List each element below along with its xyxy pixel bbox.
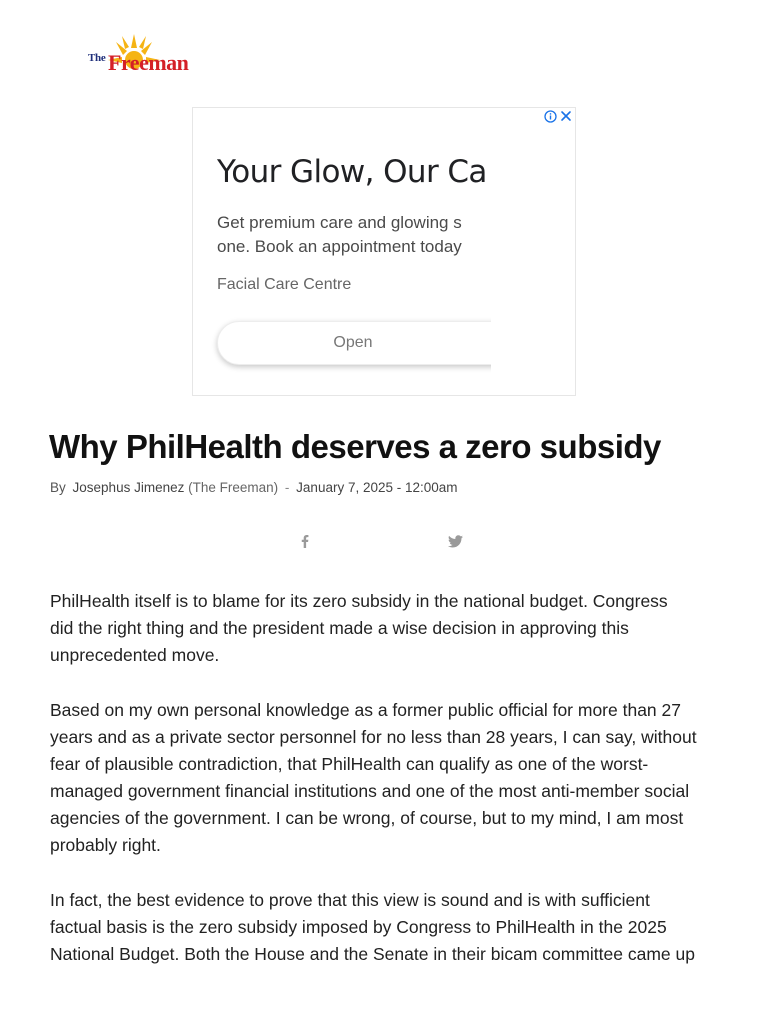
advertisement[interactable] xyxy=(192,107,576,396)
ad-advertiser: Facial Care Centre xyxy=(217,276,352,293)
article-title: Why PhilHealth deserves a zero subsidy xyxy=(49,428,661,465)
facebook-share-button[interactable] xyxy=(296,532,314,550)
byline-publication: (The Freeman) xyxy=(188,480,279,495)
paragraph-line: did the right thing and the president made a wise decision in approving this xyxy=(50,618,629,638)
byline-prefix: By xyxy=(50,480,66,495)
paragraph-line: Based on my own personal knowledge as a former public official for more than 27 xyxy=(50,700,681,720)
ad-description-line: Get premium care and glowing s xyxy=(217,213,462,232)
twitter-share-button[interactable] xyxy=(446,532,464,550)
paragraph-line: years and as a private sector personnel for no less than 28 years, I can say, without xyxy=(50,727,697,747)
paragraph-line: In fact, the best evidence to prove that this view is sound and is with sufficient xyxy=(50,890,650,910)
close-icon[interactable] xyxy=(559,109,573,123)
article-paragraph xyxy=(50,588,730,669)
ad-open-button[interactable]: Open xyxy=(217,321,491,365)
paragraph-line: National Budget. Both the House and the Senate in their bicam committee came up xyxy=(50,944,695,964)
logo-name-text: Freeman xyxy=(108,50,189,75)
paragraph-line: factual basis is the zero subsidy imposed by Congress to PhilHealth in the 2025 xyxy=(50,917,667,937)
ad-description xyxy=(217,211,491,259)
ad-headline[interactable]: Your Glow, Our Ca xyxy=(217,154,487,190)
byline-date: January 7, 2025 - 12:00am xyxy=(296,480,458,495)
ad-content[interactable] xyxy=(193,108,491,395)
the-freeman-logo[interactable] xyxy=(88,34,204,78)
twitter-icon xyxy=(448,535,463,548)
logo-the-text: The xyxy=(88,52,106,64)
paragraph-line: managed government financial institutions and one of the most anti-member social xyxy=(50,781,690,801)
paragraph-line: unprecedented move. xyxy=(50,645,220,665)
article-paragraph xyxy=(50,887,730,968)
ad-controls xyxy=(543,109,573,123)
article-byline xyxy=(50,480,458,495)
facebook-icon xyxy=(301,535,309,548)
adchoices-info-icon[interactable] xyxy=(543,109,557,123)
paragraph-line: agencies of the government. I can be wrong, of course, but to my mind, I am most xyxy=(50,808,684,828)
paragraph-line: fear of plausible contradiction, that PhilHealth can qualify as one of the worst- xyxy=(50,754,649,774)
article-body xyxy=(50,588,730,996)
byline-separator: - xyxy=(284,480,290,495)
paragraph-line: probably right. xyxy=(50,835,161,855)
article-paragraph xyxy=(50,697,730,859)
ad-description-line: one. Book an appointment today xyxy=(217,237,462,256)
byline-author-link[interactable]: Josephus Jimenez xyxy=(72,480,185,495)
paragraph-line: PhilHealth itself is to blame for its zero subsidy in the national budget. Congress xyxy=(50,591,668,611)
